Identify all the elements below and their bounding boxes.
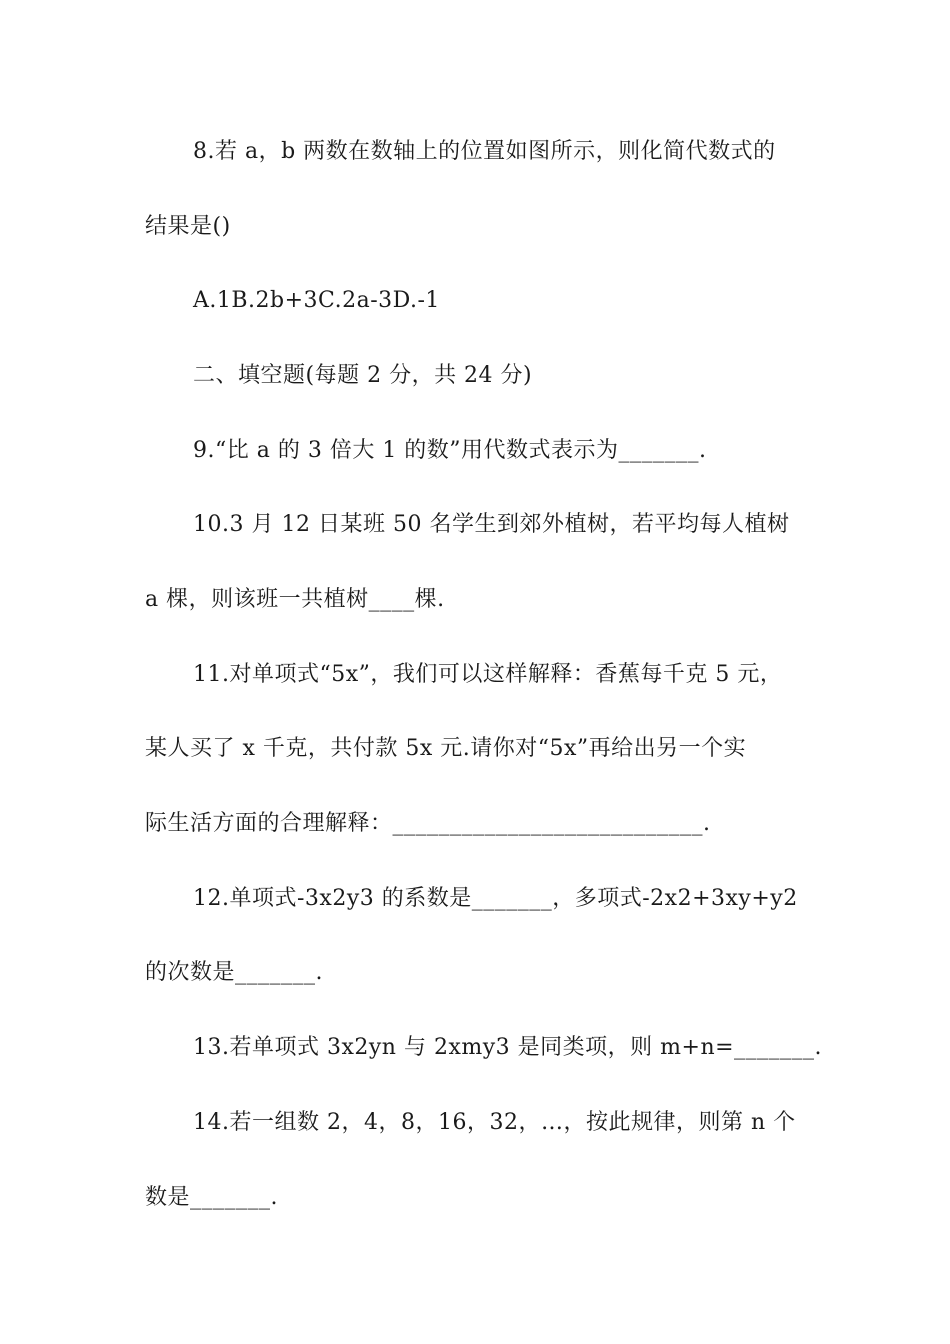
question-8-options: A.1B.2b+3C.2a-3D.-1 xyxy=(193,288,440,313)
question-8-line-1: 8.若 a，b 两数在数轴上的位置如图所示，则化简代数式的 xyxy=(193,139,776,164)
question-8-line-2: 结果是() xyxy=(145,214,231,239)
question-11-line-2: 某人买了 x 千克，共付款 5x 元.请你对“5x”再给出另一个实 xyxy=(145,736,747,761)
question-11-line-3: 际生活方面的合理解释：___________________________. xyxy=(145,811,711,836)
section-heading: 二、填空题(每题 2 分，共 24 分) xyxy=(193,363,533,388)
question-14-line-2: 数是_______. xyxy=(145,1185,278,1210)
question-11-line-1: 11.对单项式“5x”，我们可以这样解释：香蕉每千克 5 元， xyxy=(193,662,783,687)
question-10-line-1: 10.3 月 12 日某班 50 名学生到郊外植树，若平均每人植树 xyxy=(193,512,790,537)
question-10-line-2: a 棵，则该班一共植树____棵. xyxy=(145,587,445,612)
question-12-line-2: 的次数是_______. xyxy=(145,960,323,985)
question-9: 9.“比 a 的 3 倍大 1 的数”用代数式表示为_______. xyxy=(193,438,707,463)
question-13: 13.若单项式 3x2yn 与 2xmy3 是同类项，则 m+n=_______. xyxy=(193,1035,823,1060)
question-12-line-1: 12.单项式-3x2y3 的系数是_______，多项式-2x2+3xy+y2 xyxy=(193,886,798,911)
question-14-line-1: 14.若一组数 2，4，8，16，32，…，按此规律，则第 n 个 xyxy=(193,1110,796,1135)
